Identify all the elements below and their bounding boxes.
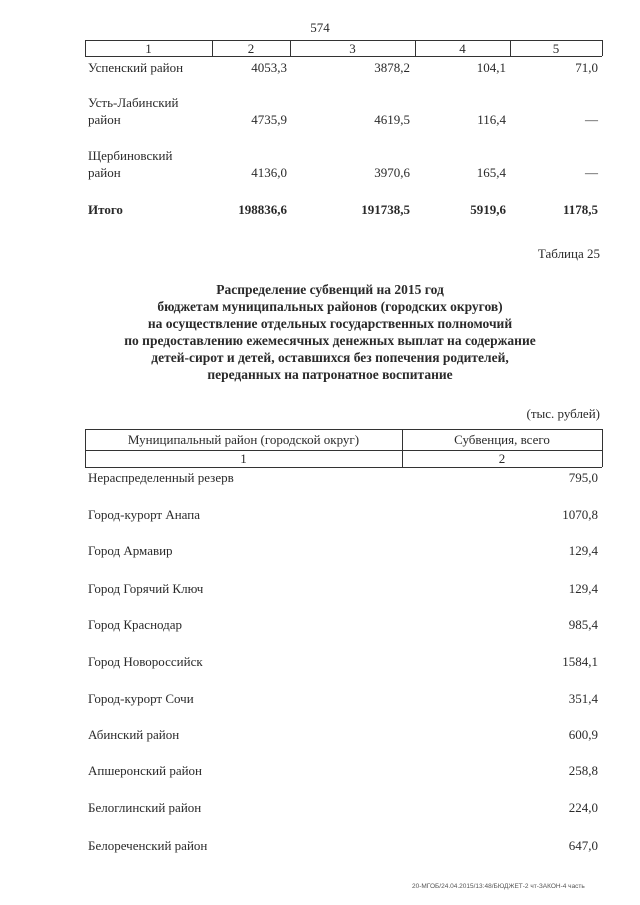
subvention-value: 129,4 [568, 581, 598, 596]
title-line: по предоставлению ежемесячных денежных выплат на содержание [124, 333, 536, 348]
row-value-c2: 4053,3 [251, 60, 287, 75]
col-number-2: 2 [498, 451, 506, 466]
title-line: детей-сирот и детей, оставшихся без попечения родителей, [151, 350, 509, 365]
subvention-value: 795,0 [568, 470, 598, 485]
top-col-number-1: 1 [145, 41, 152, 56]
subvention-value: 600,9 [568, 727, 598, 742]
total-label: Итого [88, 202, 123, 217]
district-name: Апшеронский район [88, 763, 203, 778]
subvention-value: 1584,1 [562, 654, 598, 669]
header-district: Муниципальный район (городской округ) [127, 432, 360, 447]
row-value-c2: 4136,0 [251, 165, 287, 180]
row-name-line-2: район [88, 112, 121, 127]
total-value-c3: 191738,5 [361, 202, 410, 217]
row-name-line-1: Щербиновский [88, 148, 173, 163]
row-value-c2: 4735,9 [251, 112, 287, 127]
top-col-number-2: 2 [247, 41, 255, 56]
page-number: 574 [310, 20, 330, 35]
district-name: Нераспределенный резерв [88, 470, 234, 485]
row-value-c3: 4619,5 [374, 112, 410, 127]
row-name-line-2: район [88, 165, 121, 180]
top-col-number-4: 4 [459, 41, 466, 56]
title-line: бюджетам муниципальных районов (городских округов) [157, 299, 503, 314]
title-line: переданных на патронатное воспитание [207, 367, 453, 382]
row-name-line-1: Усть-Лабинский [88, 95, 179, 110]
top-col-number-3: 3 [349, 41, 356, 56]
district-name: Город Краснодар [88, 617, 183, 632]
district-name: Город Новороссийск [88, 654, 203, 669]
row-name: Успенский район [88, 60, 184, 75]
total-value-c2: 198836,6 [238, 202, 287, 217]
district-name: Белоглинский район [88, 800, 202, 815]
col-number-1: 1 [240, 451, 247, 466]
total-value-c5: 1178,5 [562, 202, 598, 217]
subvention-value: 129,4 [568, 543, 598, 558]
title-line: на осуществление отдельных государственных полномочий [147, 316, 513, 331]
header-subvention: Субвенция, всего [454, 432, 550, 447]
row-value-c5: — [585, 112, 598, 127]
district-name: Город-курорт Анапа [88, 507, 201, 522]
row-value-c5: 71,0 [575, 60, 598, 75]
subvention-value: 224,0 [568, 800, 598, 815]
subvention-value: 647,0 [568, 838, 598, 853]
subvention-value: 985,4 [568, 617, 598, 632]
subvention-value: 351,4 [568, 691, 598, 706]
subvention-value: 258,8 [568, 763, 598, 778]
subvention-value: 1070,8 [562, 507, 598, 522]
row-value-c3: 3970,6 [374, 165, 410, 180]
total-value-c4: 5919,6 [470, 202, 506, 217]
top-col-number-5: 5 [552, 41, 560, 56]
row-value-c4: 165,4 [476, 165, 506, 180]
district-name: Город Армавир [88, 543, 173, 558]
table-label: Таблица 25 [537, 246, 600, 261]
district-name: Белореченский район [88, 838, 208, 853]
row-value-c3: 3878,2 [374, 60, 410, 75]
row-value-c4: 104,1 [476, 60, 506, 75]
title-line: Распределение субвенций на 2015 год [216, 282, 444, 297]
district-name: Абинский район [88, 727, 180, 742]
row-value-c4: 116,4 [477, 112, 506, 127]
units-label: (тыс. рублей) [526, 406, 600, 421]
document-footer-stamp: 20-МГОБ/24.04.2015/13:48/БЮДЖЕТ-2 чт-ЗАКОН-4 часть [412, 883, 585, 890]
district-name: Город Горячий Ключ [88, 581, 204, 596]
row-value-c5: — [585, 165, 598, 180]
district-name: Город-курорт Сочи [88, 691, 194, 706]
